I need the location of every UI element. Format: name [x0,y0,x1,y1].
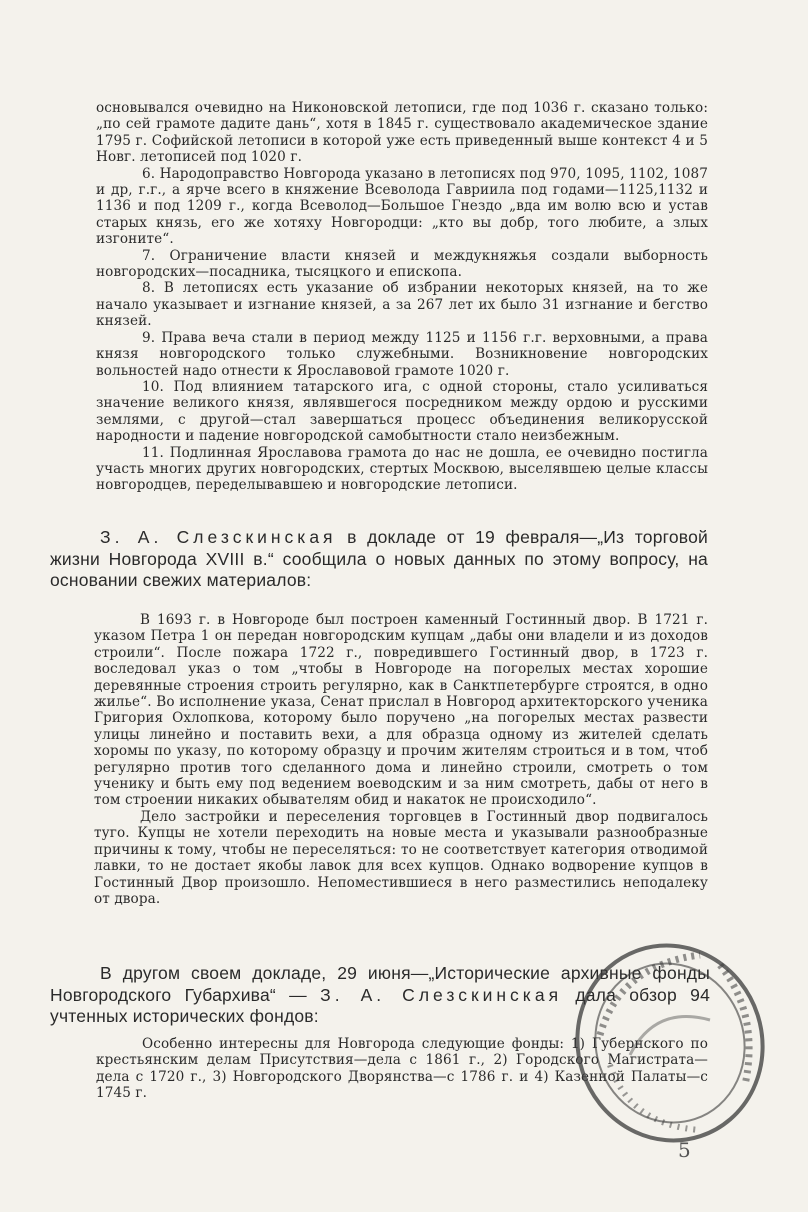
author-name: З. А. Слезскинская [100,527,337,547]
second-report-heading-before: В другом своем докладе, 29 июня—„Исторические архивные фонды Новгородского Губархива“ — [50,963,710,1005]
page-number: 5 [678,1138,691,1162]
report-heading [50,527,708,592]
paragraph: 8. В летописях есть указание об избрании некоторых князей, на то же начало указывает и изгнание князей, а за 267 лет их было 31 изгнание и бегство князей. [96,280,708,330]
paragraph: 10. Под влиянием татарского ига, с одной стороны, стало усиливаться значение великого князя, являвшегося посредником между ордою и русскими землями, с другой—стал завершаться процесс объединения великорусской народности и падение новгородской самобытности стало неизбежным. [96,378,708,445]
paragraph: 9. Права веча стали в период между 1125 и 1156 г.г. верховными, а права князя новгородского только служебными. Возникновение новгородских вольностей надо отнести к Ярославовой грамоте 1020 г. [96,329,708,379]
second-report-heading-after: дала обзор 94 учтенных исторических фондов: [50,984,711,1026]
section-conclusions [96,100,708,494]
report-heading-text: в докладе от 19 февраля—„Из торговой жизни Новгорода XVIII в.“ сообщила о новых данных по этому вопросу, на основании свежих материалов: [50,527,709,590]
paragraph: 6. Народоправство Новгорода указано в летописях под 970, 1095, 1102, 1087 и др, г.г., а ярче всего в княжение Всеволода Гавриила под годами—1125,1132 и 1136 и под 1209 г., когда Всеволод—Большое Гнездо „вда им волю всю и устав старых князь, его же хотяху Новгородци: „кто вы добр, того любите, а злых изгоните“. [96,165,708,248]
paragraph: Дело застройки и переселения торговцев в Гостинный двор подвигалось туго. Купцы не хотели переходить на новые места и указывали разнообразные причины к тому, чтобы не переселяться: то не соответствует категория отводимой лавки, то не достает якобы лавок для всех купцов. Однако водворение купцов в Гостинный Двор произошло. Непоместившиеся в него разместились неподалеку от двора. [94,808,708,907]
author-name: З. А. Слезскинская [320,984,563,1005]
paragraph: 7. Ограничение власти князей и междукняжья создали выборность новгородских—посадника, тысяцкого и епископа. [96,247,708,281]
paragraph: Особенно интересны для Новгорода следующие фонды: 1) Губернского по крестьянским делам Присутствия—дела с 1861 г., 2) Городского Магистрата—дела с 1720 г., 3) Новгородского Дворянства—с 1786 г. и 4) Казенной Палаты—с 1745 г. [96,1036,708,1102]
paragraph: 11. Подлинная Ярославова грамота до нас не дошла, ее очевидно постигла участь многих других новгородских, стертых Москвою, выселявшею целые классы новгородцев, переделывавшею и новгородские летописи. [96,444,708,494]
paragraph: В 1693 г. в Новгороде был построен каменный Гостинный двор. В 1721 г. указом Петра 1 он передан новгородским купцам „дабы они владели и из доходов строили“. После пожара 1722 г., повредившего Гостинный двор, в 1723 г. воследовал указ о том „чтобы в Новгороде на погорелых местах хорошие деревянные строения строить регулярно, как в Санктпетербурге строятся, в одно жилье“. Во исполнение указа, Сенат прислал в Новгород архитекторского ученика Григория Охлопкова, которому было поручено „на погорелых местах развести улицы линейно и поставить вехи, а для образца одному из жителей сделать хоромы по указу, по которому образцу и прочим жителям строиться и в том, чтоб регулярно против того сделанного дома и линейно строили, смотреть о том ученику и быть ему под ведением воеводским и за ним смотреть, дабы от него в том строении никаких обывателям обид и накаток не происходило“. [94,612,708,809]
paragraph: основывался очевидно на Никоновской летописи, где под 1036 г. сказано только: „по сей грамоте дадите дань“, хотя в 1845 г. существовало академическое здание 1795 г. Софийской летописи в которой уже есть приведенный выше контекст 4 и 5 Новг. летописей под 1020 г. [96,100,708,166]
section-trade [94,612,708,907]
round-stamp [560,925,770,1165]
